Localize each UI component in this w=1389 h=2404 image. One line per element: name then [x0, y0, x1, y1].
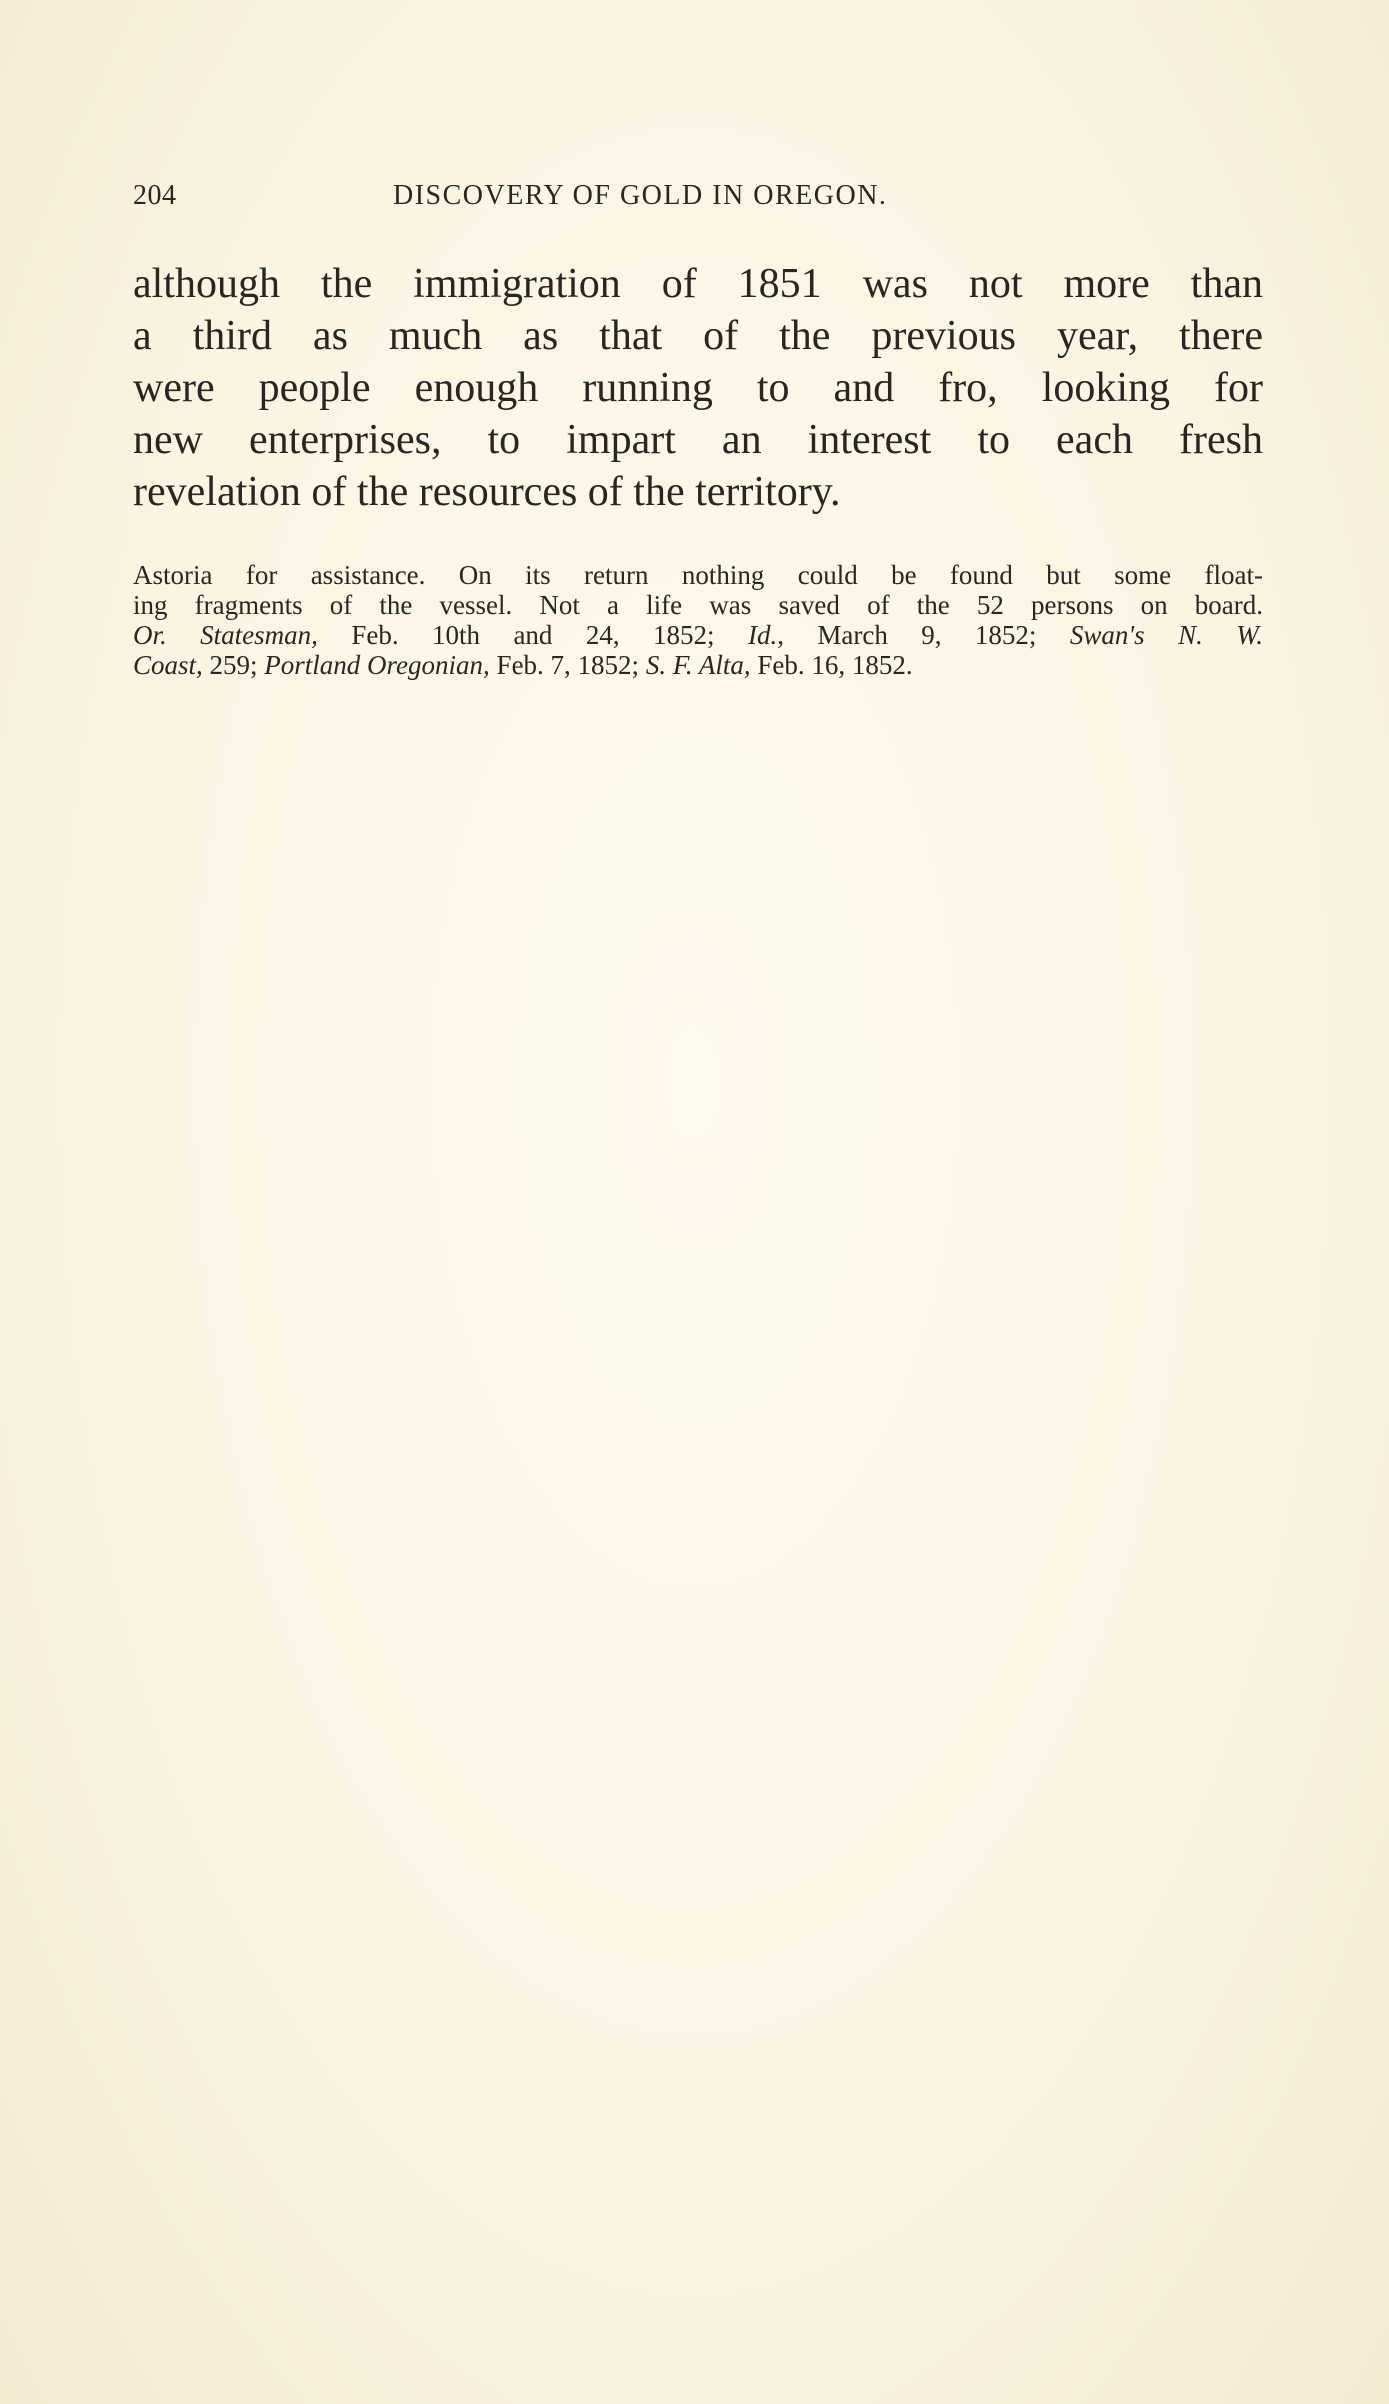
citation-title: Coast, [133, 650, 203, 680]
footnote-line: ing fragments of the vessel. Not a life was saved of the 52 persons on board. [133, 590, 1263, 620]
body-line: a third as much as that of the previous year, there [133, 313, 1263, 359]
citation-text: 259; [202, 650, 265, 680]
citation-text: Feb. 16, 1852. [750, 650, 913, 680]
footnote-line: Astoria for assistance. On its return nothing could be found but some float- [133, 560, 1263, 590]
citation-title: S. F. Alta, [645, 650, 751, 680]
footnote [133, 560, 1263, 680]
body-line: although the immigration of 1851 was not more than [133, 261, 1263, 307]
body-paragraph [133, 258, 1263, 518]
citation-text: Feb. 7, 1852; [489, 650, 646, 680]
footnote-line [133, 620, 1263, 650]
citation-title: Id., [747, 620, 784, 650]
body-line: new enterprises, to impart an interest to each fresh [133, 417, 1263, 463]
citation-title: Portland Oregonian, [264, 650, 490, 680]
citation-title: Or. Statesman, [133, 620, 318, 650]
footnote-line [133, 650, 1263, 680]
page-number: 204 [133, 180, 177, 211]
running-head [133, 180, 1263, 220]
citation-text: March 9, 1852; [783, 620, 1070, 650]
running-title: DISCOVERY OF GOLD IN OREGON. [393, 180, 888, 211]
citation-text: Feb. 10th and 24, 1852; [317, 620, 748, 650]
body-line: were people enough running to and fro, looking for [133, 365, 1263, 411]
citation-title: Swan's N. W. [1069, 620, 1264, 650]
body-line: revelation of the resources of the territory. [133, 469, 841, 515]
